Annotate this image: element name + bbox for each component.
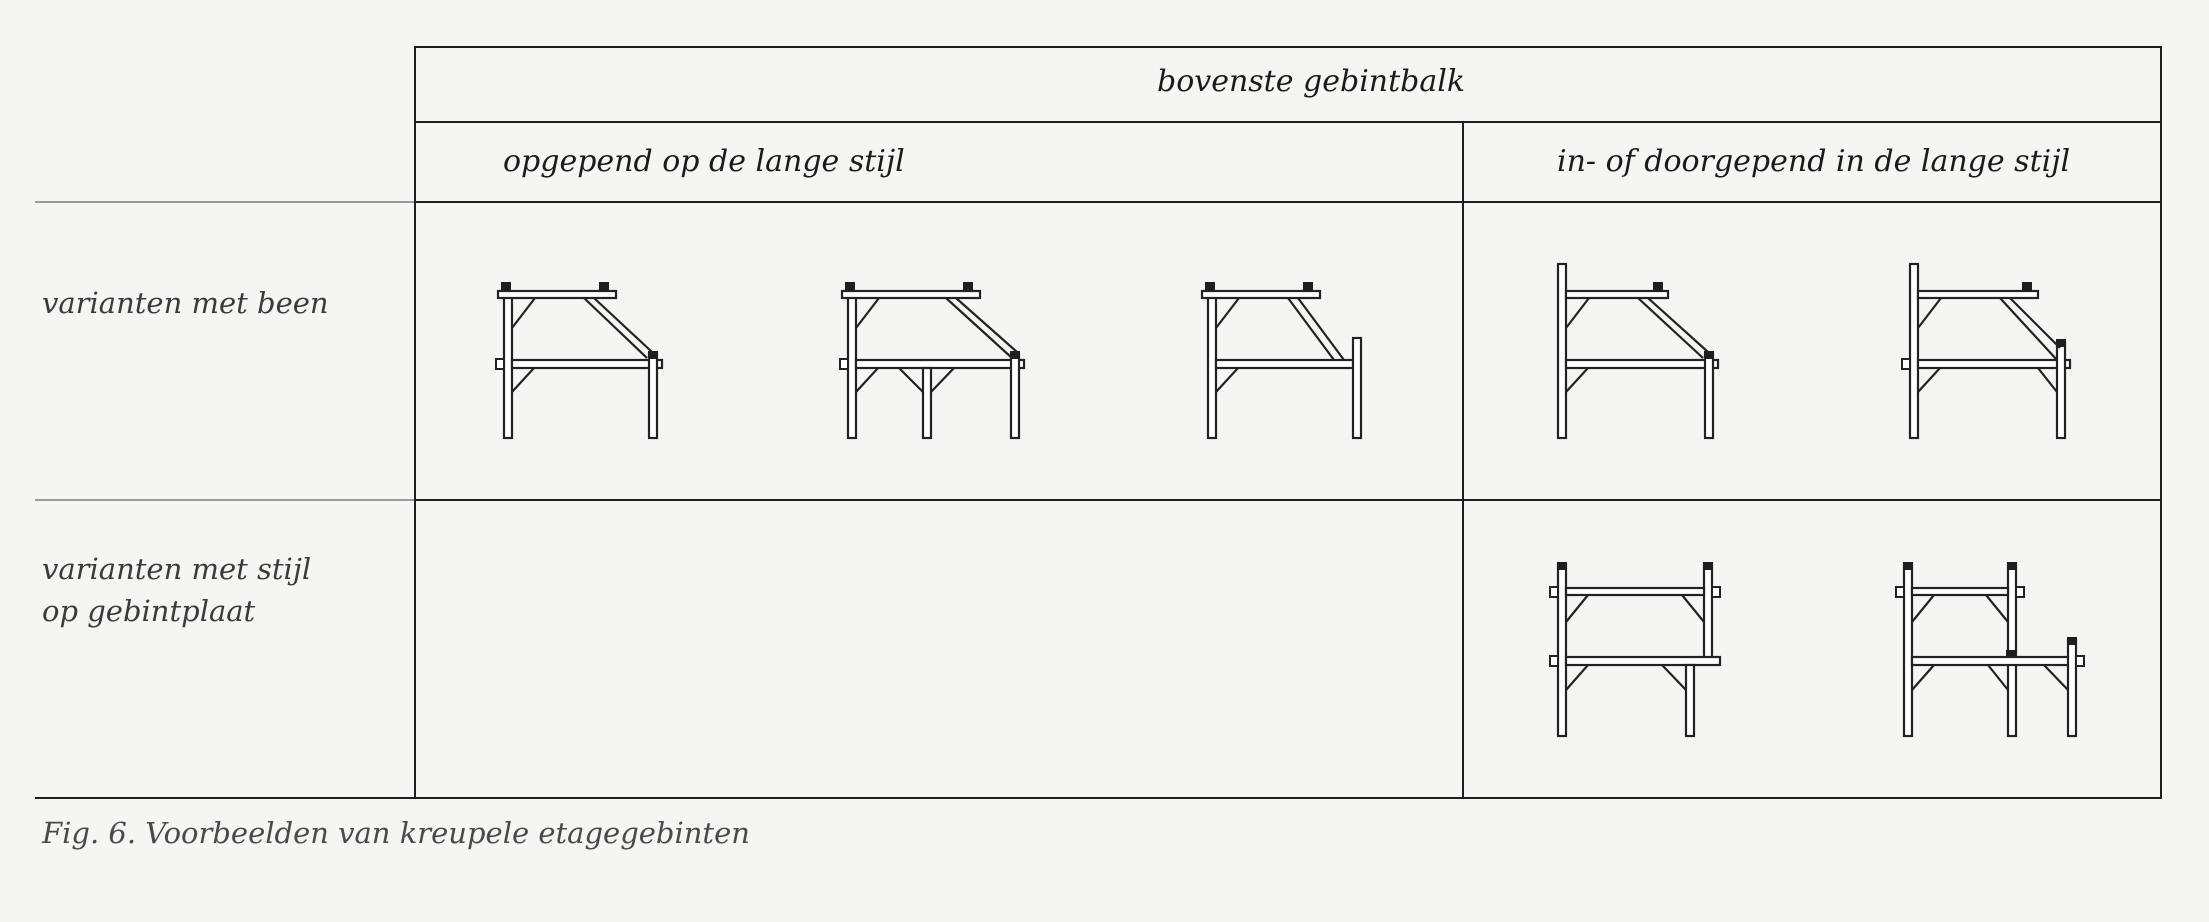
- frame-diagram-3: [1194, 280, 1374, 440]
- row-divider-middle-left: [35, 499, 415, 501]
- row-divider-header: [415, 201, 2162, 203]
- figure-caption: Fig. 6. Voorbeelden van kreupele etagegebinten: [42, 816, 750, 850]
- frame-diagram-2: [834, 280, 1034, 440]
- header-divider: [415, 121, 2162, 123]
- row-divider-header-left: [35, 201, 415, 203]
- header-right-column-label: in- of doorgepend in de lange stijl: [1557, 144, 2071, 179]
- frame-diagram-7: [1892, 560, 2092, 740]
- table-right-border: [2160, 46, 2162, 799]
- frame-diagram-6: [1546, 560, 1726, 740]
- row-label-stijl-line2: op gebintplaat: [42, 594, 256, 628]
- row-label-stijl-line1: varianten met stijl: [42, 552, 312, 586]
- frame-diagram-4: [1546, 262, 1726, 442]
- header-left-column-label: opgepend op de lange stijl: [503, 144, 905, 179]
- table-top-border: [415, 46, 2162, 48]
- header-top-label: bovenste gebintbalk: [1157, 64, 1466, 99]
- row-label-stijl: [42, 548, 402, 632]
- row-label-been: varianten met been: [42, 286, 329, 320]
- table-bottom-border: [35, 797, 2162, 799]
- table-left-border: [414, 46, 416, 799]
- row-divider-middle: [415, 499, 2162, 501]
- frame-diagram-5: [1898, 262, 2078, 442]
- frame-diagram-1: [490, 280, 670, 440]
- column-divider: [1462, 121, 1464, 799]
